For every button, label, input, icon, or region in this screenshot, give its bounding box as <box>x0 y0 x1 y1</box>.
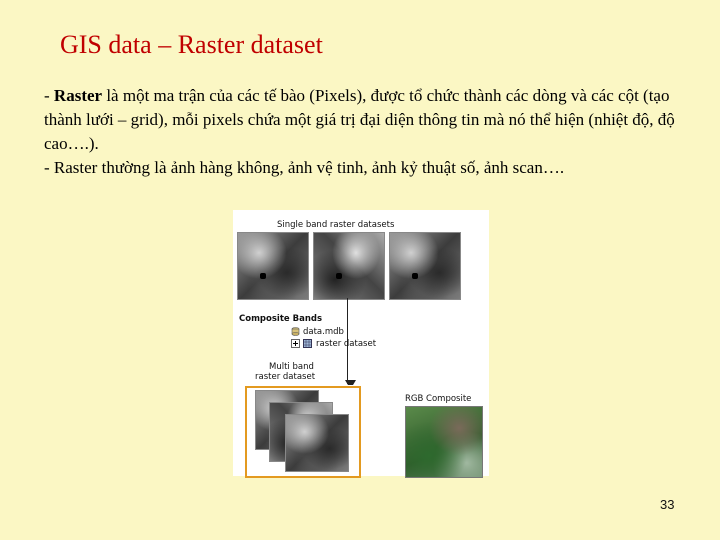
connector-line <box>347 350 348 384</box>
tile-marker <box>260 273 266 279</box>
rgb-composite-label: RGB Composite <box>405 394 472 404</box>
raster-dataset-figure <box>233 210 489 476</box>
multiband-tile-3 <box>285 414 349 472</box>
tree-item-raster-dataset: raster dataset <box>316 339 377 349</box>
term-raster: Raster <box>53 86 103 105</box>
expand-icon <box>291 339 300 348</box>
rgb-composite-image <box>405 406 483 478</box>
database-icon <box>291 327 300 336</box>
paragraph-raster-sources: - Raster thường là ảnh hàng không, ảnh vệ tinh, ảnh kỷ thuật số, ảnh scan…. <box>44 158 565 177</box>
tree-item-database: data.mdb <box>303 327 344 337</box>
single-band-label: Single band raster datasets <box>277 220 395 230</box>
tile-marker <box>412 273 418 279</box>
single-band-tile-2 <box>313 232 385 300</box>
multiband-label-line1: Multi band <box>269 362 314 372</box>
bullet-dash: - <box>44 86 54 105</box>
tile-marker <box>336 273 342 279</box>
raster-grid-icon <box>303 339 312 348</box>
single-band-tile-1 <box>237 232 309 300</box>
paragraph-raster-definition <box>44 84 694 156</box>
page-number: 33 <box>660 497 675 512</box>
single-band-tile-3 <box>389 232 461 300</box>
body-text <box>44 84 694 180</box>
definition-text: là một ma trận của các tế bào (Pixels), được tổ chức thành các dòng và các cột (tạo thành lưới – grid), mỗi pixels chứa một giá trị đại diện thông tin mà nó thể hiện (nhiệt độ, độ cao….). <box>44 86 675 153</box>
multiband-label-line2: raster dataset <box>255 372 316 382</box>
slide-title: GIS data – Raster dataset <box>60 30 323 59</box>
composite-bands-label: Composite Bands <box>239 314 323 324</box>
